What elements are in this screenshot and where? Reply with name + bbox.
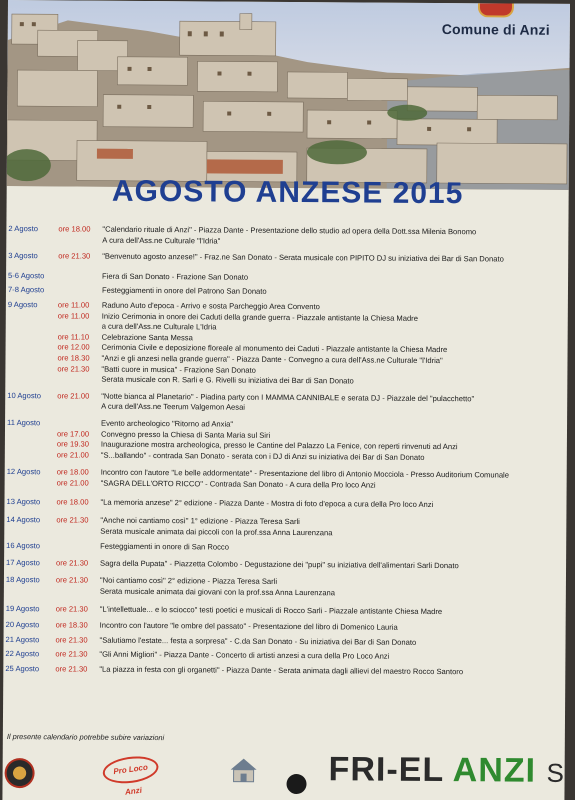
schedule-row <box>4 604 566 619</box>
schedule-row <box>4 558 566 573</box>
event-description: Festeggiamenti in onore di San Rocco <box>100 541 229 552</box>
event-description: Incontro con l'autore "Le belle addormentate" - Presentazione del libro di Antonio Mocciola - Presso Auditorium Comunale <box>100 467 510 480</box>
event-date: 25 Agosto <box>5 663 40 674</box>
schedule-row <box>3 635 565 650</box>
schedule-row <box>6 251 568 266</box>
event-date: 10 Agosto <box>7 390 42 400</box>
event-description: Festeggiamenti in onore del Patrono San Donato <box>101 286 267 297</box>
event-time: ore 19.30 <box>56 439 90 449</box>
event-time: ore 17.00 <box>56 428 90 439</box>
event-date: 17 Agosto <box>6 557 40 568</box>
event-time: ore 21.30 <box>55 664 88 674</box>
pro-loco-logo: Pro Loco Anzi <box>101 753 160 786</box>
event-time: ore 21.30 <box>55 575 89 586</box>
event-line <box>6 251 568 266</box>
event-date: 7-8 Agosto <box>7 285 45 295</box>
comune-badge <box>436 3 556 52</box>
event-description: Inaugurazione mostra archeologica, presso le Cantine del Palazzo La Fenice, con reperti rinvenuti ad Anzi <box>100 439 458 452</box>
event-description: Fiera di San Donato - Frazione San Donato <box>102 271 249 282</box>
event-description: Incontro con l'autore "le ombre del passato" - Presentazione del libro di Domenico Lauria <box>99 620 398 632</box>
event-line <box>4 558 566 573</box>
event-date: 13 Agosto <box>6 497 41 507</box>
schedule-row <box>4 575 566 600</box>
schedule-row <box>6 271 568 286</box>
coat-of-arms-icon <box>478 3 514 17</box>
event-time: ore 11.00 <box>57 310 90 321</box>
schedule-row <box>3 664 565 679</box>
fri-el-anzi-logo <box>328 750 565 791</box>
event-poster <box>2 0 570 800</box>
poster-title: AGOSTO ANZESE 2015 <box>111 174 464 211</box>
town-photo <box>7 0 570 190</box>
event-description: "Noi cantiamo così" 2° edizione - Piazza Teresa Sarli <box>99 576 278 587</box>
event-description: "Notte bianca al Planetario" - Piadina party con I MAMMA CANNIBALE e serata DJ - Piazzale del "pulacchetto" <box>101 391 475 403</box>
event-description: "Anche noi cantiamo così" 1° edizione - Piazza Teresa Sarli <box>100 515 300 527</box>
event-line <box>4 541 566 556</box>
event-description: a cura dell'Ass.ne Culturale L'Idria <box>101 321 217 332</box>
sponsor-footer <box>2 748 564 800</box>
schedule-row <box>4 497 566 512</box>
event-description: Raduno Auto d'epoca - Arrivo e sosta Parcheggio Area Convento <box>101 300 320 312</box>
event-date: 11 Agosto <box>7 417 41 428</box>
event-description: Convegno presso la Chiesa di Santa Maria sul Siri <box>100 429 271 440</box>
event-description: Celebrazione Santa Messa <box>101 332 193 343</box>
sponsor-emblem-icon <box>4 758 34 788</box>
event-time: ore 18.30 <box>55 620 88 630</box>
event-time: ore 21.00 <box>56 478 89 488</box>
event-description: "Calendario rituale di Anzi" - Piazza Dante - Presentazione dello studio ad opera della Dott.ssa Milenia Bonomo <box>102 224 477 237</box>
event-description: "Salutiamo l'estate... festa a sorpresa" - C.da San Donato - Su iniziativa dei Bar di San Donato <box>99 635 417 647</box>
event-date: 21 Agosto <box>5 634 40 645</box>
event-line <box>4 497 566 512</box>
event-description: Cerimonia Civile e deposizione floreale al monumento dei Caduti - Piazzale antistante la Chiesa Madre <box>101 343 448 355</box>
event-description: Evento archeologico "Ritorno ad Anxia" <box>101 418 234 429</box>
event-description: "Gli Anni Migliori" - Piazza Dante - Concerto di artisti anzesi a cura della Pro Loco Anzi <box>99 650 390 662</box>
event-line <box>4 604 566 619</box>
event-time: ore 21.30 <box>57 363 90 374</box>
schedule-row <box>5 418 567 464</box>
event-time: ore 21.00 <box>57 391 90 401</box>
event-time: ore 21.30 <box>55 635 88 645</box>
event-description: A cura dell'Ass.ne Culturale "l'Idria" <box>102 235 221 246</box>
event-description: "La piazza in festa con gli organetti" - Piazza Dante - Serata animata dagli allievi del maestro Rocco Santoro <box>99 664 464 677</box>
disclaimer-note: Il presente calendario potrebbe subire variazioni <box>6 732 165 743</box>
event-time: ore 12.00 <box>57 342 90 352</box>
event-time: ore 21.30 <box>55 649 88 659</box>
event-time: ore 21.00 <box>56 450 89 460</box>
event-description: "Anzi e gli anzesi nella grande guerra" - Piazza Dante - Convegno a cura dell'Ass.ne Culturale "l'Idria" <box>101 353 443 365</box>
event-date: 3 Agosto <box>8 251 38 261</box>
event-description: Serata musicale animata dai giovani con la prof.ssa Anna Laurenzana <box>99 586 336 598</box>
event-time: ore 11.10 <box>57 332 90 342</box>
event-description: Serata musicale con R. Sarli e G. Rivelli su iniziativa dei Bar di San Donato <box>101 374 354 386</box>
event-time: ore 18.00 <box>58 224 91 234</box>
sponsor-suffix-text: S <box>546 757 565 788</box>
camera-lens-icon <box>286 774 306 794</box>
fri-el-text: FRI-EL <box>328 750 444 790</box>
event-date: 19 Agosto <box>5 603 40 613</box>
event-time: ore 21.30 <box>56 515 89 525</box>
event-description: "Benvenuto agosto anzese!" - Fraz.ne San Donato - Serata musicale con PIPITO DJ su iniziativa dei Bar di San Donato <box>102 251 504 264</box>
event-description: Sagra della Pupata" - Piazzetta Colombo - Degustazione dei "pupi" su iniziativa dell'alimentari Sarli Donato <box>100 558 459 571</box>
anzi-text: ANZI <box>452 751 537 790</box>
event-description: "Batti cuore in musica" - Frazione San Donato <box>101 364 256 375</box>
event-date: 14 Agosto <box>6 515 41 525</box>
event-line <box>3 649 565 664</box>
schedule-row <box>5 300 568 389</box>
event-date: 20 Agosto <box>5 620 40 630</box>
event-time: ore 18.30 <box>57 353 90 363</box>
event-description: A cura dell'Ass.ne Teerum Valgemon Aesai <box>101 401 246 412</box>
event-date: 9 Agosto <box>7 299 38 310</box>
event-date: 18 Agosto <box>5 575 40 585</box>
event-description: "La memoria anzese" 2° edizione - Piazza Dante - Mostra di foto d'epoca a cura della Pro loco Anzi <box>100 498 434 510</box>
event-description: Inizio Cerimonia in onore dei Caduti della grande guerra - Piazzale antistante la Chiesa Madre <box>101 311 418 323</box>
event-time: ore 11.00 <box>57 300 90 310</box>
event-description: "L'intellettuale... e lo sciocco" testi poetici e musicali di Rocco Sarli - Piazzale antistante Chiesa Madre <box>99 604 443 616</box>
event-line <box>3 664 565 679</box>
event-time: ore 18.00 <box>56 467 89 477</box>
event-date: 22 Agosto <box>5 649 40 659</box>
event-description: "SAGRA DELL'ORTO RICCO" - Contrada San Donato - A cura della Pro loco Anzi <box>100 478 376 490</box>
schedule-row <box>6 285 568 300</box>
event-description: "S...ballando" - contrada San Donato - serata con i DJ di Anzi su iniziativa dei Bar di San Donato <box>100 450 425 462</box>
schedule-row <box>5 467 567 492</box>
schedule-row <box>6 224 568 249</box>
event-schedule <box>3 224 568 684</box>
schedule-row <box>4 541 566 556</box>
event-date: 2 Agosto <box>8 224 38 234</box>
event-line <box>6 285 568 300</box>
schedule-row <box>5 391 567 416</box>
event-date: 16 Agosto <box>6 541 41 551</box>
event-time: ore 21.30 <box>55 603 88 614</box>
schedule-row <box>4 515 566 540</box>
schedule-row <box>3 649 565 664</box>
event-date: 12 Agosto <box>6 467 41 477</box>
event-date: 5-6 Agosto <box>8 270 45 281</box>
comune-name: Comune di Anzi <box>441 21 550 38</box>
house-logo-icon <box>227 756 261 784</box>
event-line <box>3 635 565 650</box>
event-line <box>6 271 568 286</box>
schedule-row <box>4 620 566 635</box>
event-time: ore 21.30 <box>58 251 91 261</box>
event-line <box>4 620 566 635</box>
event-time: ore 21.30 <box>56 558 89 568</box>
event-description: Serata musicale animata dai piccoli con la prof.ssa Anna Laurenzana <box>100 526 333 537</box>
event-time: ore 18.00 <box>56 497 89 508</box>
